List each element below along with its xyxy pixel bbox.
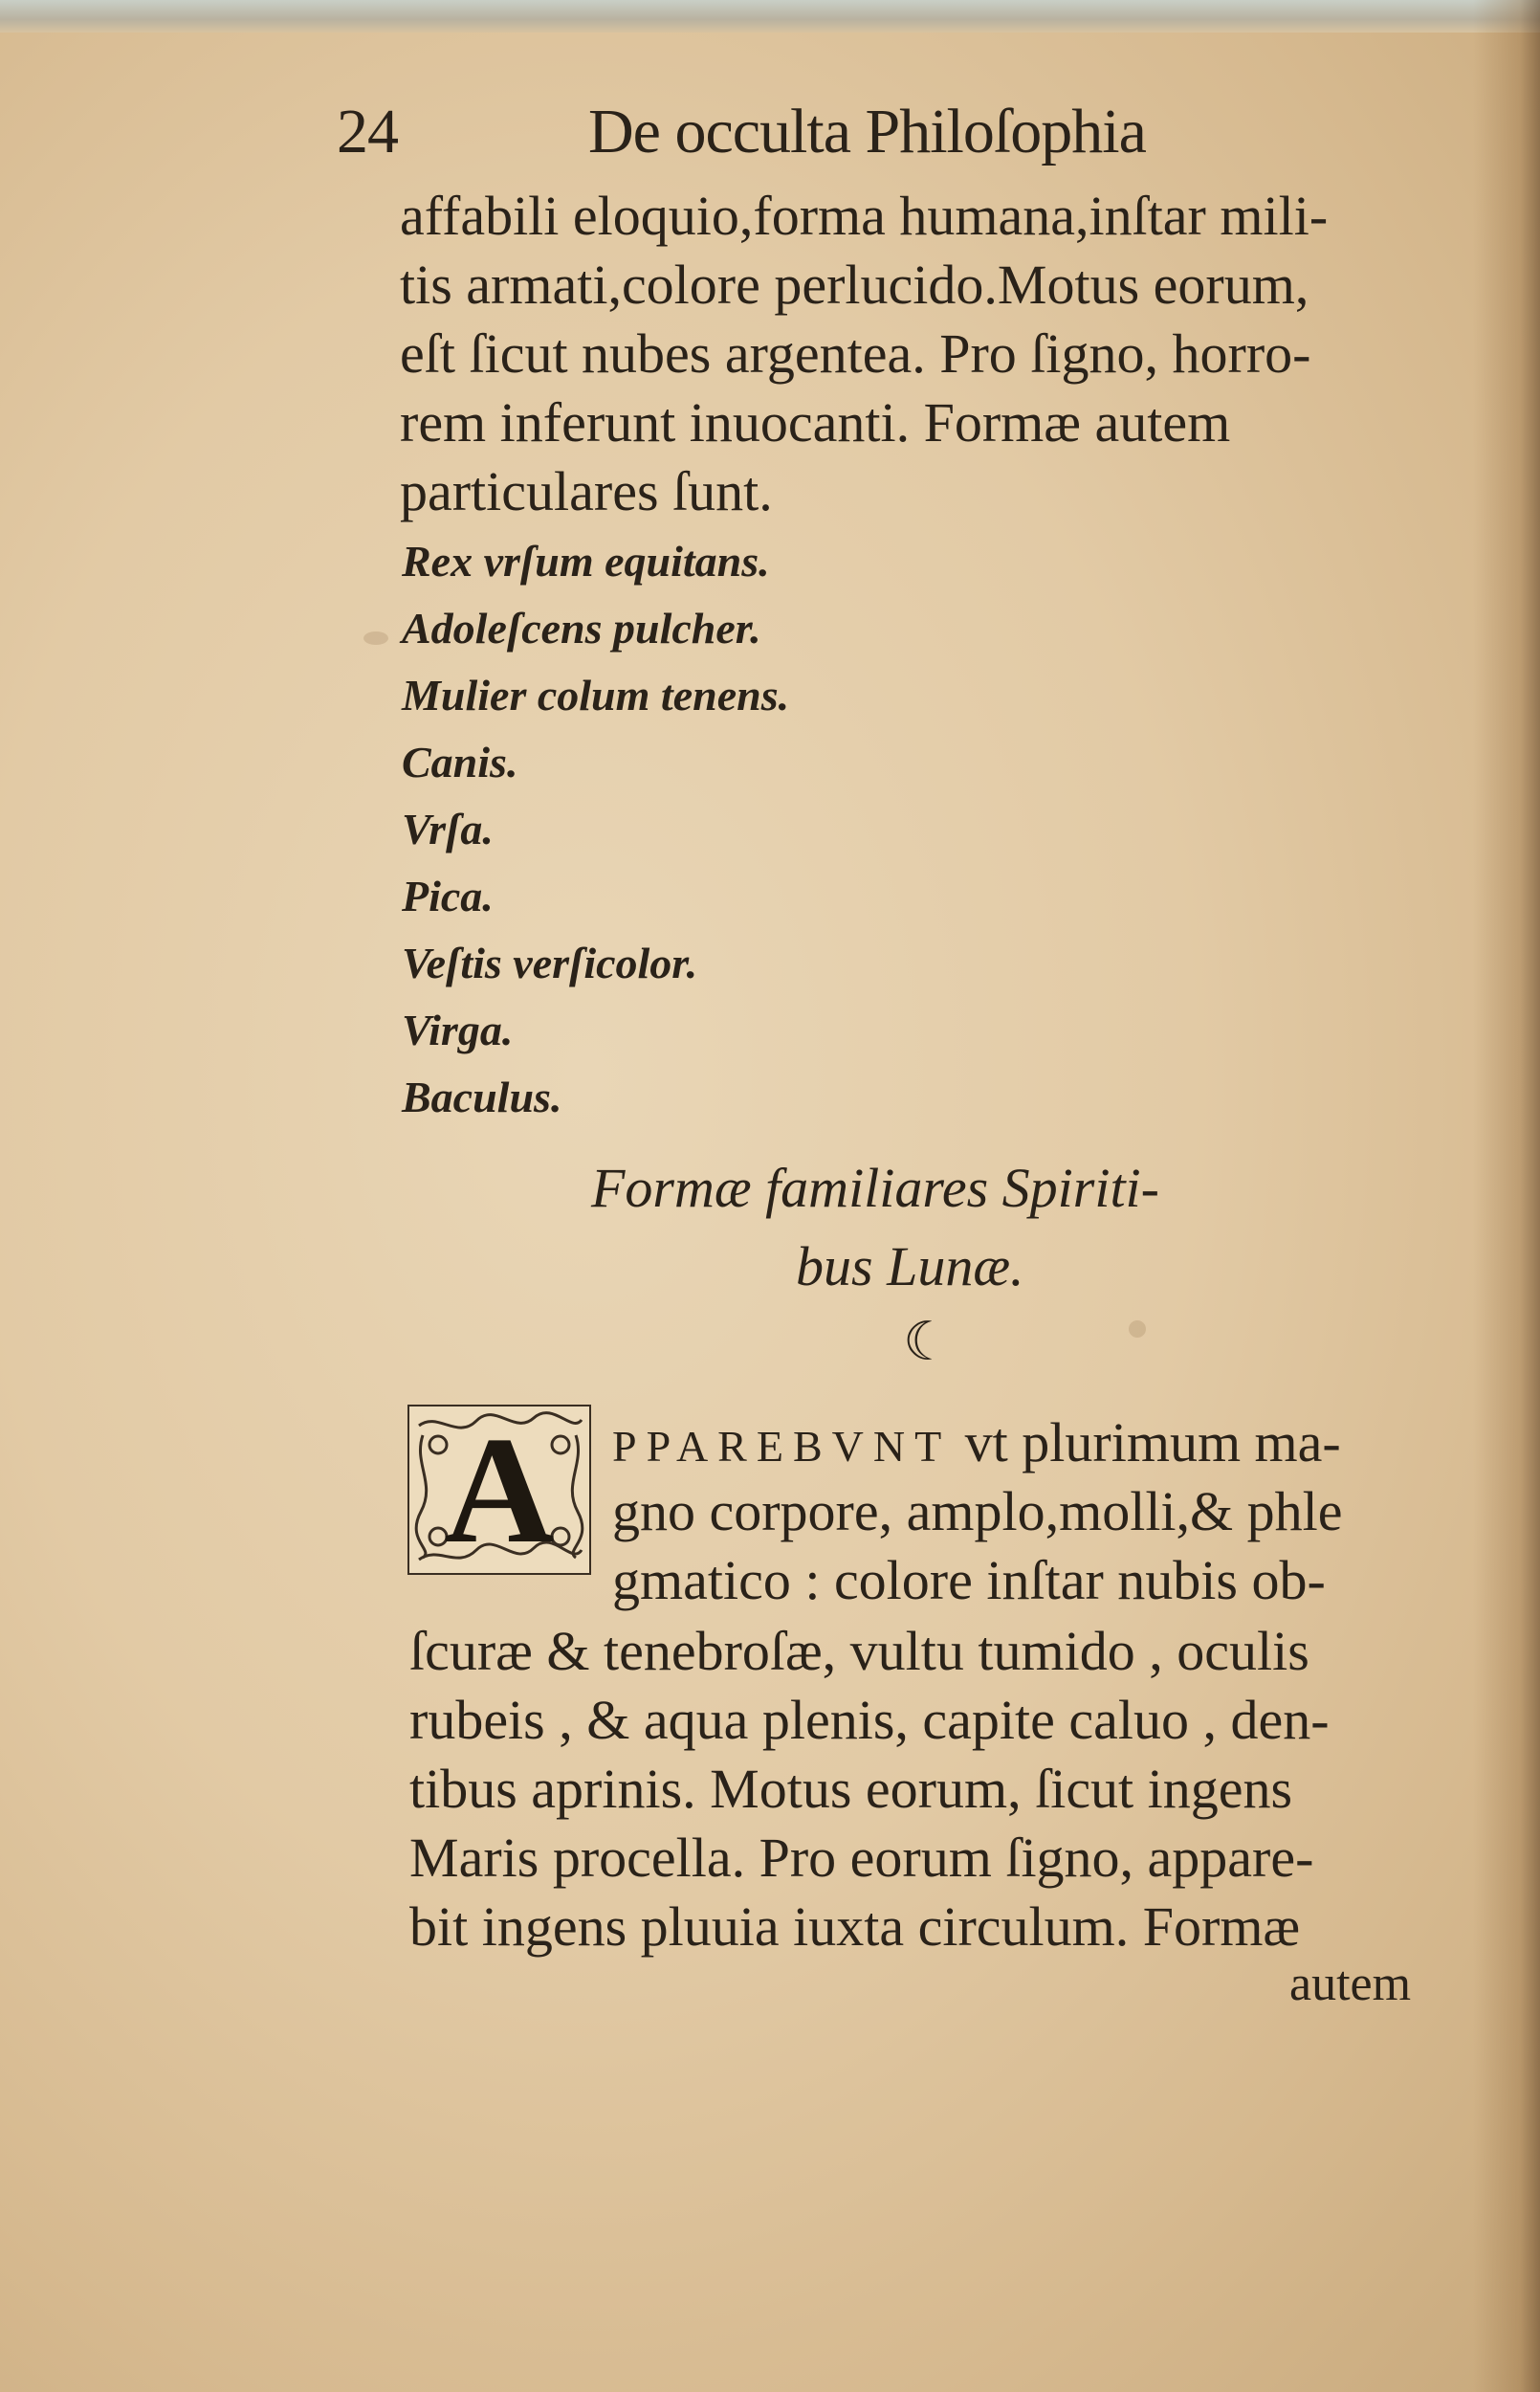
form-item: Rex vrſum equitans. bbox=[402, 537, 770, 586]
page-top-edge bbox=[0, 0, 1540, 33]
paragraph-line-1-rest: vt plurimum ma- bbox=[951, 1411, 1341, 1473]
moon-symbol-icon: ☾ bbox=[903, 1311, 952, 1373]
form-item: Baculus. bbox=[402, 1073, 562, 1121]
drop-cap bbox=[407, 1405, 591, 1575]
form-item: Mulier colum tenens. bbox=[402, 671, 790, 720]
paragraph-line-7: Maris procella. Pro eorum ſigno, appare- bbox=[409, 1827, 1314, 1889]
opening-word: PPAREBVNT bbox=[612, 1422, 952, 1471]
paragraph-line-3: gmatico : colore inſtar nubis ob- bbox=[612, 1549, 1326, 1611]
paragraph-line-1 bbox=[612, 1410, 1341, 1474]
ink-spot bbox=[1129, 1320, 1146, 1338]
body-line-1: affabili eloquio,forma humana,inſtar mili- bbox=[400, 185, 1329, 247]
body-line-2: tis armati,colore perlucido.Motus eorum, bbox=[400, 254, 1309, 316]
form-item: Vrſa. bbox=[402, 805, 494, 853]
page-number: 24 bbox=[337, 97, 398, 166]
page-title: De occulta Philoſophia bbox=[588, 97, 1146, 166]
section-heading-line-2: bus Lunæ. bbox=[796, 1235, 1024, 1297]
paragraph-line-2: gno corpore, amplo,molli,& phle bbox=[612, 1480, 1343, 1542]
form-item: Adoleſcens pulcher. bbox=[402, 604, 761, 653]
form-item: Veſtis verſicolor. bbox=[402, 939, 698, 987]
ink-spot bbox=[363, 631, 388, 645]
form-item: Pica. bbox=[402, 872, 494, 920]
body-line-4: rem inferunt inuocanti. Formæ autem bbox=[400, 391, 1231, 454]
paragraph-line-8: bit ingens pluuia iuxta circulum. Formæ bbox=[409, 1895, 1301, 1958]
paragraph-line-6: tibus aprinis. Motus eorum, ſicut ingens bbox=[409, 1758, 1293, 1820]
paragraph-line-5: rubeis , & aqua plenis, capite caluo , den- bbox=[409, 1689, 1330, 1751]
form-item: Virga. bbox=[402, 1006, 514, 1054]
body-line-3: eſt ſicut nubes argentea. Pro ſigno, horro- bbox=[400, 322, 1311, 385]
form-item: Canis. bbox=[402, 738, 518, 786]
paragraph-line-4: ſcuræ & tenebroſæ, vultu tumido , oculis bbox=[409, 1620, 1309, 1682]
section-heading-line-1: Formæ familiares Spiriti- bbox=[591, 1157, 1159, 1219]
drop-cap-letter: A bbox=[444, 1405, 555, 1575]
body-line-5: particulares ſunt. bbox=[400, 460, 773, 522]
catchword: autem bbox=[1289, 1957, 1412, 2011]
page-right-edge-shadow bbox=[1473, 0, 1540, 2392]
